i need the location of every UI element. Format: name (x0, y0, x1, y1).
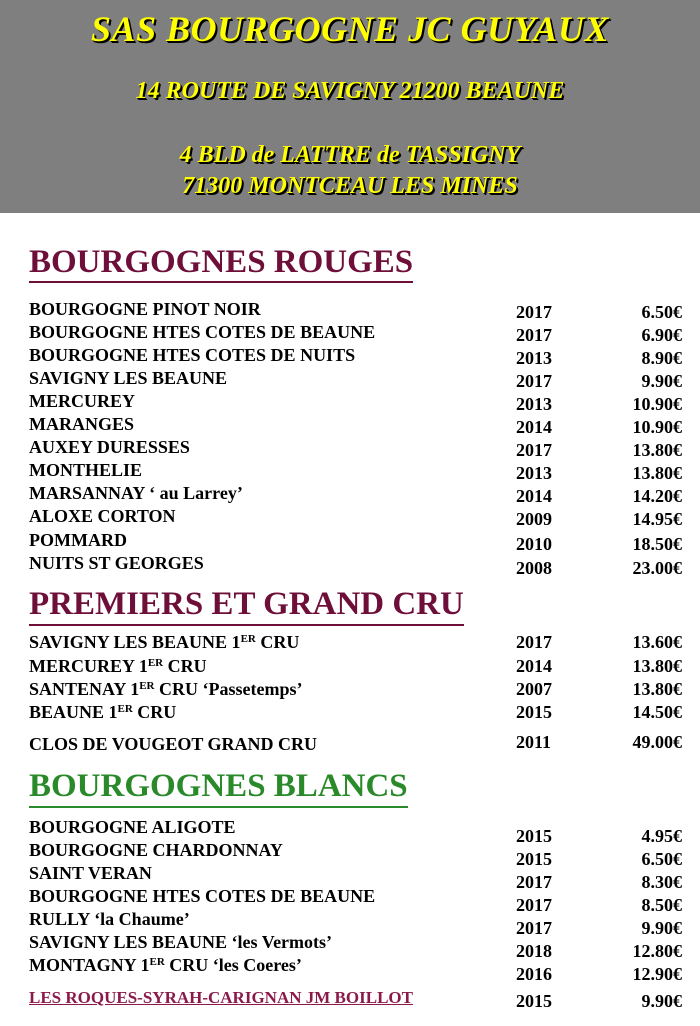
wine-name: SAVIGNY LES BEAUNE (29, 368, 228, 388)
wine-name: SAINT VERAN (29, 863, 152, 883)
wine-row (0, 391, 700, 413)
wine-row (0, 702, 700, 724)
wine-price: 8.50€ (641, 895, 682, 915)
wine-row (0, 863, 700, 892)
section-underline (29, 281, 413, 283)
wine-price: 18.50€ (632, 534, 682, 554)
wine-year: 2017 (516, 302, 552, 322)
wine-year: 2013 (516, 394, 552, 414)
wine-year: 2016 (516, 964, 552, 984)
wine-name: BOURGOGNE HTES COTES DE BEAUNE (29, 886, 376, 906)
wine-row (0, 886, 700, 915)
special-wine-row (0, 988, 700, 1010)
wine-price: 13.80€ (632, 679, 682, 699)
address-montceau-street: 4 BLD de LATTRE de TASSIGNY (179, 142, 521, 168)
wine-price: 14.20€ (632, 486, 682, 506)
wine-price: 13.80€ (632, 440, 682, 460)
wine-year: 2015 (516, 849, 552, 869)
wine-row (0, 460, 700, 482)
wine-name: CLOS DE VOUGEOT GRAND CRU (29, 734, 318, 754)
wine-year: 2017 (516, 371, 552, 391)
wine-price: 9.90€ (641, 918, 682, 938)
wine-name: SAVIGNY LES BEAUNE ‘les Vermots’ (29, 932, 333, 952)
wine-row (0, 840, 700, 869)
wine-price: 13.60€ (632, 632, 682, 652)
wine-price: 14.50€ (632, 702, 682, 722)
wine-name: BOURGOGNE ALIGOTE (29, 817, 236, 837)
wine-year: 2010 (516, 534, 552, 554)
wine-year: 2014 (516, 417, 552, 437)
wine-name: BOURGOGNE PINOT NOIR (29, 299, 261, 319)
wine-name: BOURGOGNE HTES COTES DE BEAUNE (29, 322, 376, 342)
wine-year: 2018 (516, 941, 552, 961)
section-underline (29, 624, 464, 626)
wine-row (0, 734, 700, 756)
wine-year: 2017 (516, 872, 552, 892)
wine-name: NUITS ST GEORGES (29, 553, 204, 573)
wine-price: 6.50€ (641, 302, 682, 322)
wine-name: MARANGES (29, 414, 135, 434)
wine-year: 2017 (516, 918, 552, 938)
wine-price: 8.30€ (641, 872, 682, 892)
wine-price: 23.00€ (632, 558, 682, 578)
wine-name: MERCUREY (29, 391, 135, 411)
wine-year: 2015 (516, 826, 552, 846)
wine-price: 4.95€ (641, 826, 682, 846)
wine-name: BOURGOGNE CHARDONNAY (29, 840, 283, 860)
wine-name: BEAUNE 1ER CRU (29, 702, 177, 722)
wine-row (0, 553, 700, 578)
wine-price: 13.80€ (632, 656, 682, 676)
header-banner (0, 0, 700, 213)
wine-row (0, 368, 700, 390)
wine-row (0, 299, 700, 321)
wine-row (0, 817, 700, 846)
wine-price: 10.90€ (632, 394, 682, 414)
wine-year: 2014 (516, 656, 552, 676)
wine-price: 6.90€ (641, 325, 682, 345)
wine-name: MARSANNAY ‘ au Larrey’ (29, 483, 243, 503)
wine-price: 9.90€ (641, 371, 682, 391)
wine-year: 2017 (516, 895, 552, 915)
wine-price: 12.80€ (632, 941, 682, 961)
wine-name: MERCUREY 1ER CRU (29, 656, 207, 676)
wine-row (0, 632, 700, 654)
wine-name: BOURGOGNE HTES COTES DE NUITS (29, 345, 356, 365)
wine-price: 14.95€ (632, 509, 682, 529)
wine-row (0, 955, 700, 984)
wine-year: 2011 (516, 732, 552, 752)
wine-year: 2017 (516, 632, 552, 652)
wine-row (0, 437, 700, 459)
wine-row (0, 679, 700, 701)
wine-price: 6.50€ (641, 849, 682, 869)
wine-year: 2015 (516, 702, 552, 722)
wine-row (0, 909, 700, 938)
wine-row (0, 530, 700, 552)
wine-name: MONTHELIE (29, 460, 143, 480)
wine-name: SAVIGNY LES BEAUNE 1ER CRU (29, 632, 300, 652)
wine-year: 2013 (516, 463, 552, 483)
wine-row (0, 483, 700, 505)
wine-year: 2013 (516, 348, 552, 368)
wine-name: POMMARD (29, 530, 127, 550)
wine-row (0, 932, 700, 961)
wine-year: 2017 (516, 325, 552, 345)
wine-name: ALOXE CORTON (29, 506, 176, 526)
wine-row (0, 345, 700, 367)
wine-year: 2017 (516, 440, 552, 460)
address-montceau-city: 71300 MONTCEAU LES MINES (182, 173, 518, 199)
wine-year: 2009 (516, 509, 552, 529)
wine-price: 49.00€ (632, 732, 682, 752)
wine-row (0, 506, 700, 528)
wine-row (0, 322, 700, 344)
wine-year: 2014 (516, 486, 552, 506)
wine-year: 2007 (516, 679, 552, 699)
wine-price: 8.90€ (641, 348, 682, 368)
section-title-bourgognes-rouges: BOURGOGNES ROUGES (29, 246, 413, 279)
section-underline (29, 806, 408, 808)
wine-price: 10.90€ (632, 417, 682, 437)
wine-name: MONTAGNY 1ER CRU ‘les Coeres’ (29, 955, 302, 975)
company-name: SAS BOURGOGNE JC GUYAUX (91, 9, 609, 49)
address-beaune: 14 ROUTE DE SAVIGNY 21200 BEAUNE (135, 78, 565, 104)
wine-name: RULLY ‘la Chaume’ (29, 909, 190, 929)
section-title-premiers-et-grand-cru: PREMIERS ET GRAND CRU (29, 588, 464, 621)
wine-year: 2008 (516, 558, 552, 578)
wine-row (0, 656, 700, 678)
wine-name: SANTENAY 1ER CRU ‘Passetemps’ (29, 679, 303, 699)
wine-price: 9.90€ (641, 991, 682, 1011)
special-wine-name: LES ROQUES-SYRAH-CARIGNAN JM BOILLOT (29, 988, 413, 1007)
section-title-bourgognes-blancs: BOURGOGNES BLANCS (29, 770, 408, 803)
wine-year: 2015 (516, 991, 552, 1011)
wine-price: 12.90€ (632, 964, 682, 984)
wine-row (0, 414, 700, 436)
wine-name: AUXEY DURESSES (29, 437, 190, 457)
wine-price: 13.80€ (632, 463, 682, 483)
